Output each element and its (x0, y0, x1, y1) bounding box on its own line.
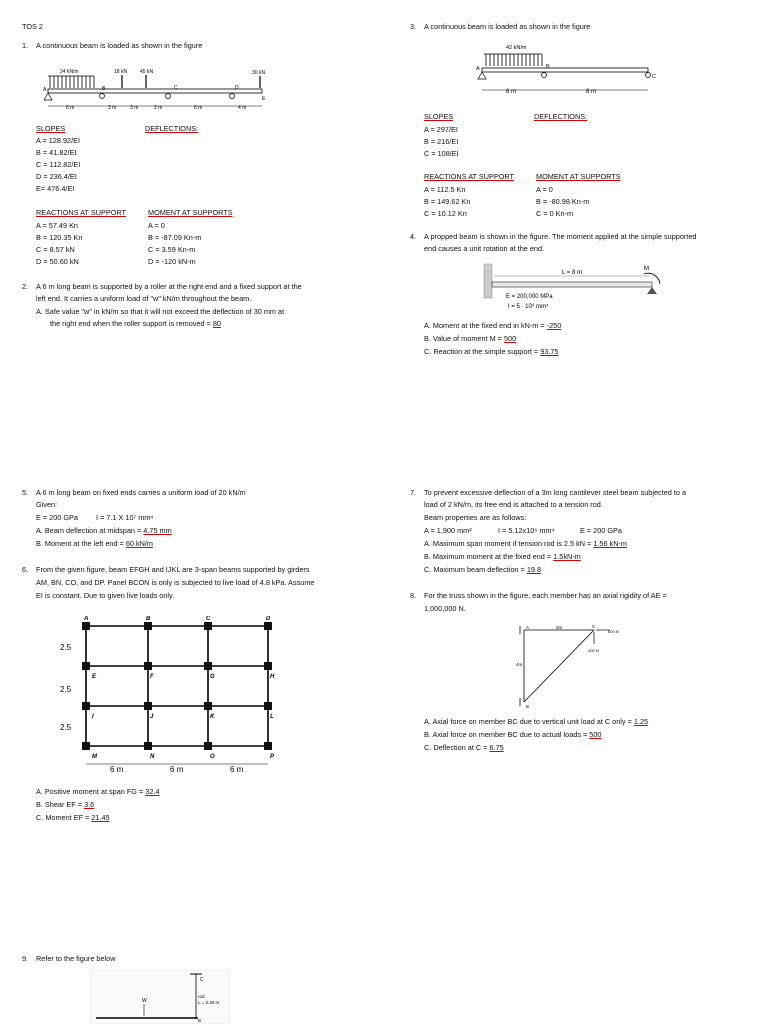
q1-support-b (100, 94, 105, 99)
svg-text:C: C (652, 74, 656, 80)
svg-text:D: D (266, 616, 271, 622)
q8-line2: 1,000,000 N. (424, 604, 466, 613)
q7-part-c: C. Maximum beam deflection = 19.8 (424, 565, 542, 574)
q4-line2: end causes a unit rotation at the end. (424, 244, 545, 253)
svg-text:4m: 4m (516, 662, 523, 667)
q4-pin-support (647, 287, 657, 294)
q3-support-b (542, 73, 547, 78)
svg-text:600 N: 600 N (608, 629, 619, 634)
q8-answer-b: 500 (589, 730, 602, 739)
q2-part-a: A. Safe value "w" in kN/m so that it will not exceed the deflection of 30 mm at (36, 307, 285, 316)
q7-prop-a: A = 1,900 mm² (424, 526, 472, 535)
svg-text:I: I (92, 714, 94, 720)
q3-reactions-list: A = 112.5 Kn B = 149.62 Kn C = 10.12 Kn (424, 185, 471, 218)
svg-text:C: C (200, 977, 204, 983)
svg-text:2 m: 2 m (154, 105, 163, 111)
q6-answer-b: 3.6 (84, 800, 95, 809)
q4-propped-beam-figure (482, 262, 682, 318)
q5-answer-a: 4.75 mm (143, 526, 172, 535)
q6-line2: AM, BN, CO, and DP. Panel BCON is only is subjected to live load of 4.8 kPa. Assume (36, 578, 315, 587)
q9-text: Refer to the figure below (36, 954, 116, 963)
q3-slopes-list: A = 297/EI B = 216/EI C = 108/EI (424, 125, 459, 158)
svg-text:rod: rod (198, 994, 205, 999)
svg-text:B: B (102, 86, 106, 92)
svg-text:E = 200,000 MPa: E = 200,000 MPa (506, 294, 553, 300)
svg-text:B: B (198, 1018, 202, 1023)
q6-part-b: B. Shear EF = 3.6 (36, 800, 95, 809)
q3-support-c (646, 73, 651, 78)
q7-line3: Beam properties are as follows: (424, 513, 527, 522)
svg-text:E: E (262, 96, 266, 102)
svg-text:42 kN/m: 42 kN/m (506, 45, 527, 51)
svg-text:H: H (270, 674, 275, 680)
svg-text:6 m: 6 m (194, 105, 203, 111)
svg-text:A: A (43, 87, 47, 93)
q2-line1: A 6 m long beam is supported by a roller at the right end and a fixed support at the (36, 282, 302, 291)
q1-beam-figure (34, 62, 274, 114)
svg-text:C: C (206, 616, 211, 622)
q2-number: 2. (22, 282, 29, 291)
q5-answer-b: 60 kN/m (125, 539, 154, 548)
svg-text:4 m: 4 m (238, 105, 247, 111)
q7-line2: load of 2 kN/m, its free end is attached to a tension rod. (424, 500, 603, 509)
svg-text:L = 8 m: L = 8 m (562, 270, 582, 276)
svg-text:2.5: 2.5 (60, 643, 72, 652)
q7-prop-e: E = 200 GPa (580, 526, 622, 535)
q6-line3: EI is constant. Due to given live loads only. (36, 591, 175, 600)
svg-text:B: B (146, 616, 151, 622)
q6-line1: From the given figure, beam EFGH and IJKL are 3-span beams supported by girders (36, 565, 310, 574)
q3-deflections-heading: DEFLECTIONS: (534, 112, 588, 121)
q7-part-b: B. Maximum moment at the fixed end = 1.5kN-m (424, 552, 581, 561)
q5-e: E = 200 GPa (36, 513, 78, 522)
page-title: TOS 2 (22, 22, 43, 31)
q1-reactions-heading: REACTIONS AT SUPPORT (36, 208, 127, 217)
svg-text:D: D (235, 85, 239, 91)
q7-answer-b: 1.5kN-m (553, 552, 581, 561)
q5-number: 5. (22, 488, 29, 497)
q9-figure (90, 970, 230, 1024)
svg-text:8 m: 8 m (586, 89, 597, 95)
q8-answer-c: 6.75 (489, 743, 504, 752)
q5-given: Given: (36, 500, 58, 509)
q1-beam (48, 89, 262, 93)
q4-answer-c: 93.75 (540, 347, 559, 356)
svg-text:6 m: 6 m (170, 765, 184, 774)
q1-support-a (44, 93, 52, 100)
svg-text:O: O (210, 754, 215, 760)
svg-text:C: C (592, 624, 596, 629)
q2-answer-a: 80 (212, 319, 221, 328)
svg-text:6 m: 6 m (110, 765, 124, 774)
q4-answer-b: 500 (503, 334, 517, 343)
svg-text:L: L (270, 714, 274, 720)
q7-part-a: A. Maximum span moment if tension rod is 2.5 kN = 1.56 kN-m (424, 539, 627, 548)
q3-reactions-heading: REACTIONS AT SUPPORT (424, 172, 515, 181)
q4-part-b: B. Value of moment M = 500 (424, 334, 517, 343)
q8-line1: For the truss shown in the figure, each member has an axial rigidity of AE = (424, 591, 667, 600)
q1-load4: 30 kN (252, 70, 266, 76)
q5-part-b: B. Moment at the left end = 60 kN/m (36, 539, 154, 548)
svg-text:3m: 3m (556, 625, 563, 630)
q1-deflections-heading: DEFLECTIONS: (145, 124, 199, 133)
q6-part-a: A. Positive moment at span FG = 32.4 (36, 787, 160, 796)
q6-answer-a: 32.4 (145, 787, 160, 796)
q5-part-a: A. Beam deflection at midspan = 4.75 mm (36, 526, 172, 535)
svg-text:6 m: 6 m (66, 105, 75, 111)
q3-support-a (478, 72, 486, 79)
q1-load2: 18 kN (114, 69, 128, 75)
q4-number: 4. (410, 232, 417, 241)
q5-i: I = 7.1 X 10⁷ mm⁴ (96, 513, 154, 522)
q8-answer-a: 1.25 (633, 717, 649, 726)
q1-moments-heading: MOMENT AT SUPPORTS (148, 208, 233, 217)
q7-number: 7. (410, 488, 417, 497)
q8-part-b: B. Axial force on member BC due to actual loads = 500 (424, 730, 602, 739)
q3-moments-list: A = 0 B = -80.98 Kn-m C = 0 Kn-m (536, 185, 590, 218)
svg-text:A: A (476, 66, 480, 72)
svg-text:I = 5 · 10⁶ mm⁴: I = 5 · 10⁶ mm⁴ (508, 304, 549, 310)
q3-beam-figure (474, 40, 664, 98)
q7-answer-a: 1.56 kN-m (593, 539, 627, 548)
q1-slopes-list: A = 128.92/EI B = 41.82/EI C = 112.82/EI D = 236.4/EI E= 476.4/EI (36, 136, 81, 193)
q6-answer-c: 21.45 (91, 813, 110, 822)
q8-number: 8. (410, 591, 417, 600)
q7-prop-i: I = 5.12x10⁶ mm⁴ (498, 526, 555, 535)
svg-text:C: C (174, 85, 178, 91)
svg-text:A: A (526, 625, 530, 630)
svg-text:3 m: 3 m (130, 105, 139, 111)
q1-slopes-heading: SLOPES (36, 124, 66, 133)
svg-text:6 m: 6 m (506, 89, 517, 95)
q4-beam (492, 282, 652, 287)
q1-text: A continuous beam is loaded as shown in the figure (36, 41, 203, 50)
q8-part-a: A. Axial force on member BC due to vertical unit load at C only = 1.25 (424, 717, 649, 726)
q5-line1: A 6 m long beam on fixed ends carries a uniform load of 20 kN/m (36, 488, 246, 497)
q6-number: 6. (22, 565, 29, 574)
q1-support-d (230, 94, 235, 99)
svg-text:P: P (270, 754, 275, 760)
svg-text:A: A (84, 616, 89, 622)
q3-number: 3. (410, 22, 417, 31)
svg-text:J: J (150, 714, 154, 720)
q1-moments-list: A = 0 B = -87.09 Kn-m C = 3.59 Kn-m D = -120 kN-m (148, 221, 202, 266)
q1-reactions-list: A = 57.49 Kn B = 120.35 Kn C = 8.57 kN D = 50.60 kN (36, 221, 83, 266)
q9-number: 9. (22, 954, 29, 963)
q3-text: A continuous beam is loaded as shown in the figure (424, 22, 591, 31)
q8-truss-figure (510, 620, 620, 712)
svg-text:M: M (92, 754, 97, 760)
svg-text:F: F (150, 674, 154, 680)
q3-beam (482, 68, 648, 72)
svg-text:N: N (150, 754, 155, 760)
q7-line1: To prevent excessive deflection of a 3m long cantilever steel beam subjected to a (424, 488, 687, 497)
q2-line2: left end. It carries a uniform load of "w" kN/m throughout the beam. (36, 294, 252, 303)
svg-text:2.5: 2.5 (60, 723, 72, 732)
svg-text:M: M (644, 266, 649, 272)
q3-moments-heading: MOMENT AT SUPPORTS (536, 172, 621, 181)
q3-slopes-heading: SLOPES (424, 112, 454, 121)
q8-member-bc (524, 630, 594, 702)
svg-text:B: B (526, 704, 530, 709)
svg-text:E: E (92, 674, 97, 680)
q1-number: 1. (22, 41, 29, 50)
svg-text:6 m: 6 m (230, 765, 244, 774)
svg-text:L = 2.40 m: L = 2.40 m (198, 1000, 220, 1005)
svg-text:W: W (142, 998, 147, 1004)
q1-load1: 24 kN/m (60, 69, 79, 75)
svg-text:K: K (210, 714, 215, 720)
q4-part-c: C. Reaction at the simple support = 93.75 (424, 347, 559, 356)
svg-text:3 m: 3 m (108, 105, 117, 111)
q6-grid-figure (56, 616, 276, 776)
q4-fixed-support (484, 264, 492, 298)
q8-part-c: C. Deflection at C = 6.75 (424, 743, 504, 752)
q4-answer-a: -250 (546, 321, 562, 330)
q2-part-a-cont: the right end when the roller support is removed = 80 (50, 319, 221, 328)
svg-text:G: G (210, 674, 215, 680)
svg-text:2.5: 2.5 (60, 685, 72, 694)
svg-text:400 N: 400 N (588, 648, 599, 653)
svg-text:B: B (546, 64, 550, 70)
q1-load3: 45 kN (140, 69, 154, 75)
q7-answer-c: 19.8 (526, 565, 542, 574)
q1-support-c (166, 94, 171, 99)
q4-line1: A propped beam is shown in the figure. The moment applied at the simple supported (424, 232, 697, 241)
q6-part-c: C. Moment EF = 21.45 (36, 813, 110, 822)
q4-part-a: A. Moment at the fixed end in kN-m = -250 (424, 321, 562, 330)
q1-udl (48, 76, 94, 88)
